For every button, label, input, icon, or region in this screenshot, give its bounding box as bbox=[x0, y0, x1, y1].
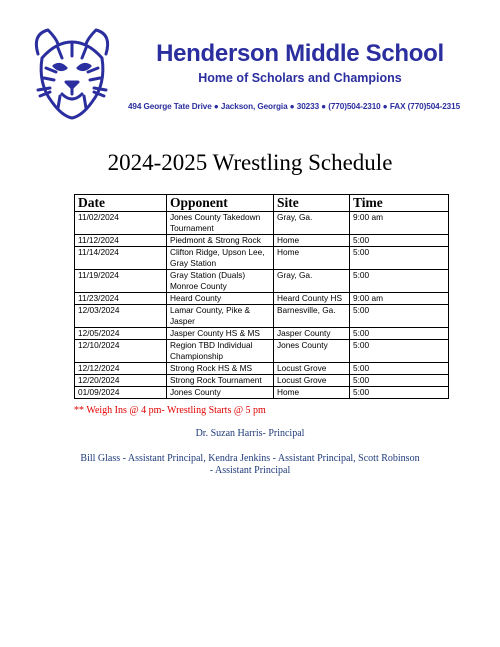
table-row bbox=[75, 328, 449, 340]
table-row bbox=[75, 293, 449, 305]
school-name: Henderson Middle School bbox=[156, 40, 444, 67]
cell-site: Home bbox=[274, 387, 350, 399]
column-header-time: Time bbox=[350, 195, 449, 212]
cell-site: Heard County HS bbox=[274, 293, 350, 305]
table-row bbox=[75, 387, 449, 399]
cell-time: 9:00 am bbox=[350, 293, 449, 305]
cell-site: Locust Grove bbox=[274, 363, 350, 375]
cell-date: 11/19/2024 bbox=[75, 270, 167, 293]
column-header-site: Site bbox=[274, 195, 350, 212]
cell-time: 5:00 bbox=[350, 375, 449, 387]
page-title: 2024-2025 Wrestling Schedule bbox=[107, 150, 393, 175]
table-row bbox=[75, 340, 449, 363]
cell-date: 11/12/2024 bbox=[75, 235, 167, 247]
schedule-table bbox=[74, 194, 449, 399]
cell-opponent: Heard County bbox=[167, 293, 274, 305]
cell-time: 5:00 bbox=[350, 305, 449, 328]
table-row bbox=[75, 247, 449, 270]
principal-name: Dr. Suzan Harris- Principal bbox=[195, 428, 305, 439]
cell-opponent: Clifton Ridge, Upson Lee, Gray Station bbox=[167, 247, 274, 270]
table-row bbox=[75, 270, 449, 293]
cell-time: 5:00 bbox=[350, 328, 449, 340]
cell-time: 5:00 bbox=[350, 340, 449, 363]
cell-time: 5:00 bbox=[350, 270, 449, 293]
column-header-opponent: Opponent bbox=[167, 195, 274, 212]
cell-opponent: Gray Station (Duals) Monroe County bbox=[167, 270, 274, 293]
cell-opponent: Piedmont & Strong Rock bbox=[167, 235, 274, 247]
cell-time: 9:00 am bbox=[350, 212, 449, 235]
cell-date: 12/20/2024 bbox=[75, 375, 167, 387]
cell-date: 12/10/2024 bbox=[75, 340, 167, 363]
table-row bbox=[75, 212, 449, 235]
cell-site: Home bbox=[274, 247, 350, 270]
table-row bbox=[75, 235, 449, 247]
cell-date: 11/02/2024 bbox=[75, 212, 167, 235]
cell-opponent: Strong Rock Tournament bbox=[167, 375, 274, 387]
cell-site: Gray, Ga. bbox=[274, 212, 350, 235]
cell-time: 5:00 bbox=[350, 387, 449, 399]
letterhead bbox=[0, 0, 500, 130]
table-row bbox=[75, 375, 449, 387]
cell-time: 5:00 bbox=[350, 235, 449, 247]
table-row bbox=[75, 305, 449, 328]
cell-opponent: Region TBD Individual Championship bbox=[167, 340, 274, 363]
cell-site: Home bbox=[274, 235, 350, 247]
cell-date: 11/14/2024 bbox=[75, 247, 167, 270]
cell-opponent: Jones County bbox=[167, 387, 274, 399]
table-row bbox=[75, 363, 449, 375]
assistant-principals: Bill Glass - Assistant Principal, Kendra Jenkins - Assistant Principal, Scott Robinson - Assistant Principal bbox=[80, 453, 420, 476]
cell-time: 5:00 bbox=[350, 363, 449, 375]
cell-date: 11/23/2024 bbox=[75, 293, 167, 305]
cell-site: Locust Grove bbox=[274, 375, 350, 387]
cell-site: Jasper County bbox=[274, 328, 350, 340]
cell-site: Gray, Ga. bbox=[274, 270, 350, 293]
cell-opponent: Jones County Takedown Tournament bbox=[167, 212, 274, 235]
cell-opponent: Strong Rock HS & MS bbox=[167, 363, 274, 375]
school-address: 494 George Tate Drive ● Jackson, Georgia ● 30233 ● (770)504-2310 ● FAX (770)504-2315 bbox=[127, 102, 461, 111]
column-header-date: Date bbox=[75, 195, 167, 212]
weigh-in-note: ** Weigh Ins @ 4 pm- Wrestling Starts @ 5 pm bbox=[74, 405, 266, 416]
cell-date: 12/12/2024 bbox=[75, 363, 167, 375]
cell-date: 12/05/2024 bbox=[75, 328, 167, 340]
school-tagline: Home of Scholars and Champions bbox=[198, 71, 402, 85]
cell-opponent: Lamar County, Pike & Jasper bbox=[167, 305, 274, 328]
cell-date: 01/09/2024 bbox=[75, 387, 167, 399]
cell-date: 12/03/2024 bbox=[75, 305, 167, 328]
tiger-mascot-icon bbox=[28, 24, 116, 124]
cell-opponent: Jasper County HS & MS bbox=[167, 328, 274, 340]
table-header-row bbox=[75, 195, 449, 212]
cell-site: Jones County bbox=[274, 340, 350, 363]
cell-time: 5:00 bbox=[350, 247, 449, 270]
cell-site: Barnesville, Ga. bbox=[274, 305, 350, 328]
